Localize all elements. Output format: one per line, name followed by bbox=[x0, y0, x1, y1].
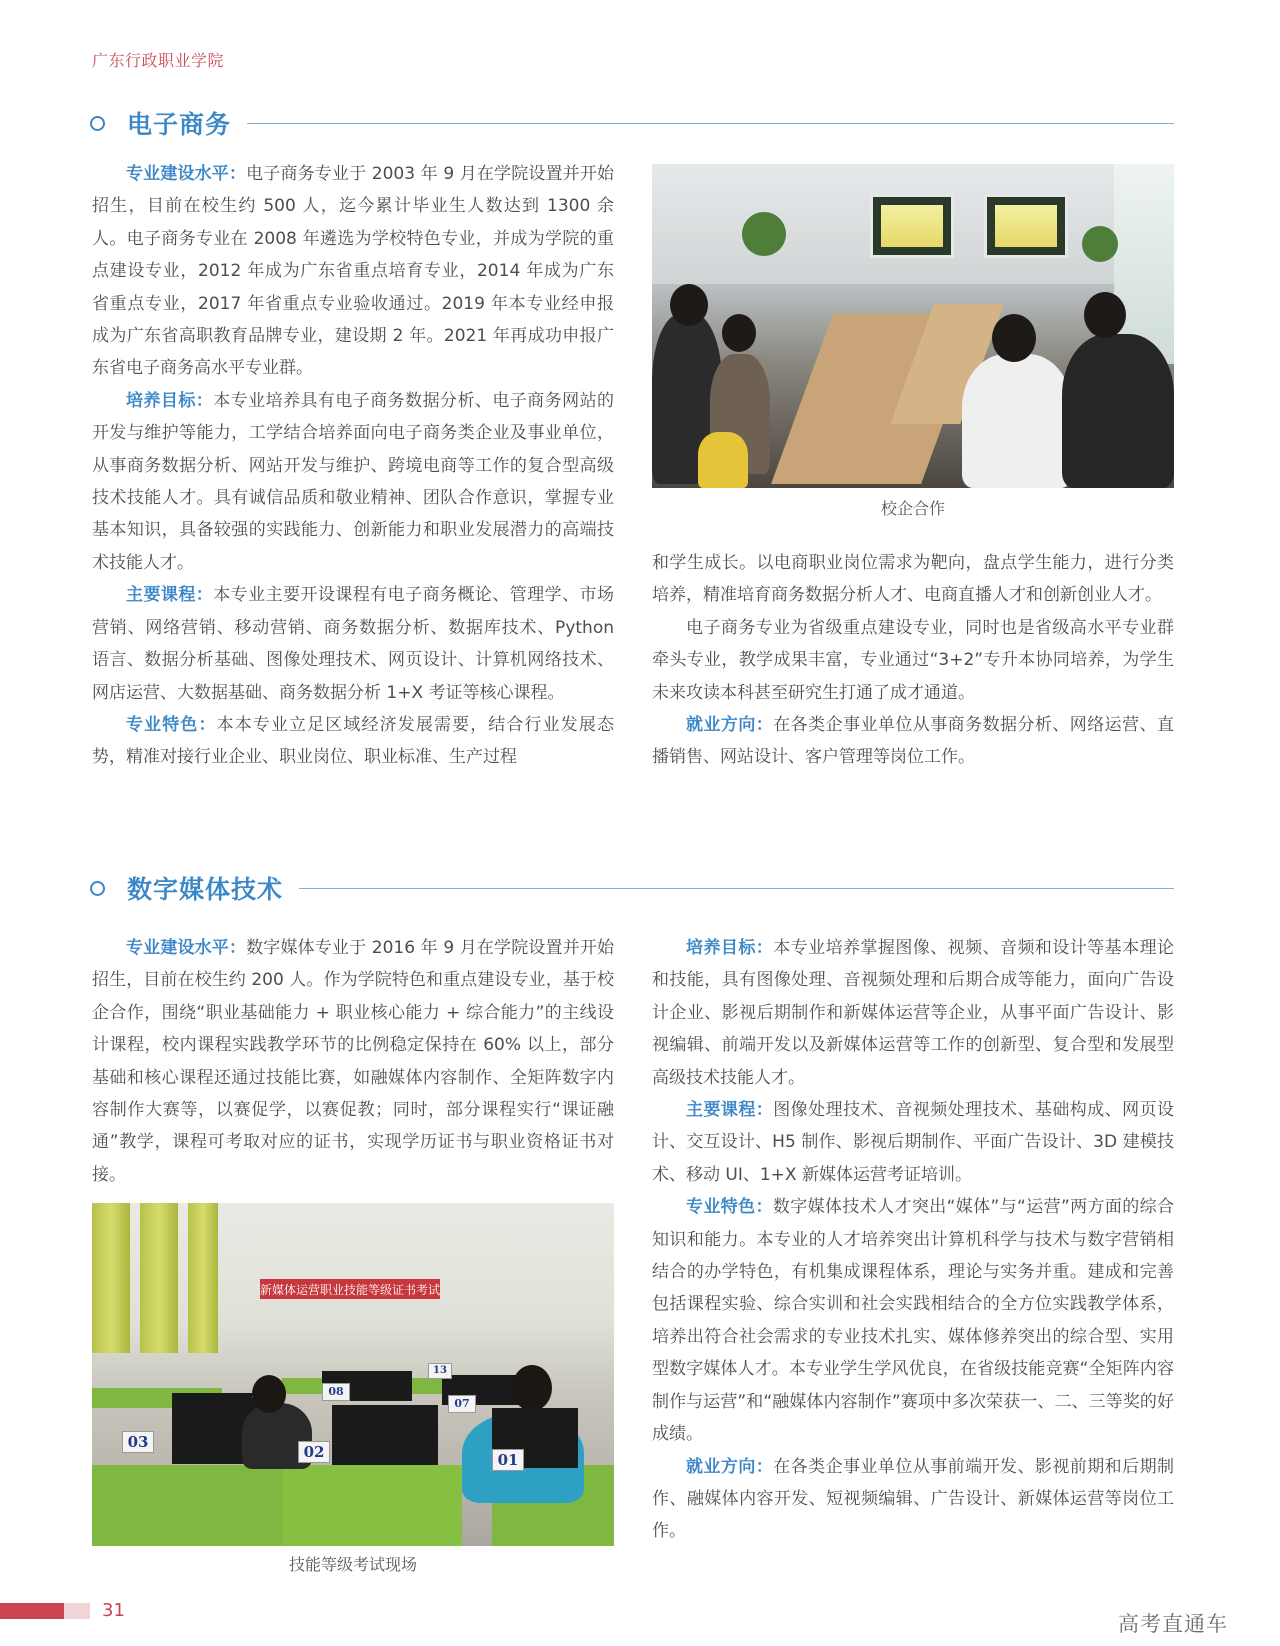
ecommerce-right-column bbox=[652, 547, 1174, 774]
circle-bullet-icon bbox=[90, 881, 105, 896]
paragraph bbox=[652, 547, 1174, 612]
photo-curtain bbox=[92, 1203, 130, 1353]
paragraph-text: 本本专业立足区域经济发展需要，结合行业发展态势，精准对接行业企业、职业岗位、职业标准、生产过程 bbox=[92, 714, 615, 768]
seat-number: 08 bbox=[322, 1383, 350, 1401]
photo-student-head bbox=[252, 1375, 286, 1413]
digital-media-left-column bbox=[92, 932, 614, 1191]
photo-student-head bbox=[670, 284, 708, 326]
digital-media-right-column bbox=[652, 932, 1174, 1548]
paragraph bbox=[92, 158, 614, 385]
paragraph-keyword: 就业方向： bbox=[686, 715, 774, 736]
photo-student bbox=[962, 354, 1072, 488]
heading-divider bbox=[299, 888, 1174, 889]
seat-number: 03 bbox=[122, 1431, 154, 1453]
paragraph bbox=[92, 932, 614, 1191]
photo-desk bbox=[92, 1465, 282, 1546]
exam-banner bbox=[260, 1279, 440, 1299]
paragraph-text: 电子商务专业于 2003 年 9 月在学院设置并开始招生，目前在校生约 500 人，迄今累计毕业生人数达到 1300 余人。电子商务专业在 2008 年遴选为学校特色专业，并成为学院的重点建设专业，2012 年成为广东省重点培育专业，2014 年成为广东省重点专业，2017 年省重点专业验收通过。2019 年本专业经申报成为广东省高职教育品牌专业，建设期 2 年。2021 年再成功申报广东省电子商务高水平专业群。 bbox=[92, 164, 615, 379]
paragraph-text: 图像处理技术、音视频处理技术、基础构成、网页设计、交互设计、H5 制作、影视后期制作、平面广告设计、3D 建模技术、移动 UI、1+X 新媒体运营考证培训。 bbox=[652, 1100, 1175, 1185]
photo-caption: 技能等级考试现场 bbox=[288, 1555, 417, 1574]
paragraph-keyword: 专业建设水平： bbox=[126, 164, 247, 184]
paragraph bbox=[92, 385, 614, 579]
skill-exam-photo bbox=[92, 1203, 614, 1546]
paragraph bbox=[652, 1191, 1174, 1450]
paragraph bbox=[92, 579, 614, 709]
paragraph-keyword: 专业特色： bbox=[686, 1197, 773, 1218]
paragraph bbox=[652, 709, 1174, 774]
page-number: 31 bbox=[102, 1600, 125, 1621]
ecommerce-left-column bbox=[92, 158, 614, 774]
photo-student-head bbox=[512, 1365, 552, 1411]
paragraph bbox=[652, 612, 1174, 709]
photo-plant bbox=[742, 212, 786, 256]
school-enterprise-photo bbox=[652, 164, 1174, 488]
projector-screen bbox=[984, 194, 1068, 258]
paragraph-keyword: 专业建设水平： bbox=[126, 938, 247, 958]
seat-number: 13 bbox=[428, 1363, 452, 1379]
photo-student bbox=[1062, 334, 1174, 488]
photo-student-head bbox=[992, 314, 1036, 362]
paragraph-text: 本专业培养掌握图像、视频、音频和设计等基本理论和技能，具有图像处理、音视频处理和后期合成等能力，面向广告设计企业、影视后期制作和新媒体运营等企业，从事平面广告设计、影视编辑、前端开发以及新媒体运营等工作的创新型、复合型和发展型高级技术技能人才。 bbox=[652, 938, 1175, 1088]
section-title: 数字媒体技术 bbox=[127, 875, 284, 904]
paragraph-keyword: 主要课程： bbox=[126, 585, 214, 606]
section-title: 电子商务 bbox=[127, 110, 232, 139]
paragraph-text: 数字媒体技术人才突出“媒体”与“运营”两方面的综合知识和能力。本专业的人才培养突出计算机科学与技术与数字营销相结合的办学特色，有机集成课程体系，理论与实务并重。建成和完善包括课程实验、综合实训和社会实践相结合的全方位实践教学体系，培养出符合社会需求的专业技术扎实、媒体修养突出的综合型、实用型数字媒体人才。本专业学生学风优良，在省级技能竞赛“全矩阵内容制作与运营”和“融媒体内容制作”赛项中多次荣获一、二、三等奖的好成绩。 bbox=[652, 1197, 1174, 1445]
paragraph-text: 电子商务专业为省级重点建设专业，同时也是省级高水平专业群牵头专业，教学成果丰富，专业通过“3+2”专升本协同培养，为学生未来攻读本科甚至研究生打通了成才通道。 bbox=[652, 617, 1174, 703]
footer-accent-bar-light bbox=[64, 1603, 90, 1619]
seat-number: 02 bbox=[298, 1441, 330, 1463]
paragraph-text: 在各类企事业单位从事前端开发、影视前期和后期制作、融媒体内容开发、短视频编辑、广告设计、新媒体运营等岗位工作。 bbox=[652, 1456, 1175, 1542]
photo-bag bbox=[698, 432, 748, 488]
photo-student-head bbox=[722, 314, 756, 352]
seat-number: 07 bbox=[448, 1395, 476, 1413]
circle-bullet-icon bbox=[90, 116, 105, 131]
paragraph-keyword: 培养目标： bbox=[686, 938, 774, 958]
paragraph-keyword: 主要课程： bbox=[686, 1100, 774, 1121]
footer-brand: 高考直通车 bbox=[1118, 1612, 1228, 1636]
paragraph-text: 数字媒体专业于 2016 年 9 月在学院设置并开始招生，目前在校生约 200 人。作为学院特色和重点建设专业，基于校企合作，围绕“职业基础能力 + 职业核心能力 + 综合能力”的主线设计课程，校内课程实践教学环节的比例稳定保持在 60% 以上，部分基础和核心课程还通过技能比赛，如融媒体内容制作、全矩阵数字内容制作大赛等，以赛促学，以赛促教；同时，部分课程实行“课证融通”教学，课程可考取对应的证书，实现学历证书与职业资格证书对接。 bbox=[92, 938, 615, 1185]
paragraph bbox=[652, 1451, 1174, 1548]
photo-monitor bbox=[332, 1405, 438, 1465]
paragraph-keyword: 培养目标： bbox=[126, 390, 214, 411]
photo-caption: 校企合作 bbox=[880, 499, 945, 518]
paragraph bbox=[652, 932, 1174, 1094]
paragraph-keyword: 就业方向： bbox=[686, 1456, 774, 1477]
paragraph-keyword: 专业特色： bbox=[126, 714, 217, 735]
paragraph-text: 在各类企事业单位从事商务数据分析、网络运营、直播销售、网站设计、客户管理等岗位工作。 bbox=[652, 715, 1175, 768]
photo-desk bbox=[282, 1465, 462, 1546]
publication-title: 广东行政职业学院 bbox=[92, 51, 225, 70]
heading-divider bbox=[247, 123, 1174, 124]
section-heading-ecommerce bbox=[90, 103, 1174, 143]
banner-text-graphic bbox=[260, 1279, 440, 1299]
paragraph bbox=[92, 709, 614, 774]
svg-text:新媒体运营职业技能等级证书考试: 新媒体运营职业技能等级证书考试 bbox=[260, 1283, 440, 1297]
projector-screen bbox=[870, 194, 954, 258]
paragraph-text: 和学生成长。以电商职业岗位需求为靶向，盘点学生能力，进行分类培养，精准培育商务数据分析人才、电商直播人才和创新创业人才。 bbox=[652, 553, 1174, 606]
paragraph-text: 本专业主要开设课程有电子商务概论、管理学、市场营销、网络营销、移动营销、商务数据分析、数据库技术、Python 语言、数据分析基础、图像处理技术、网页设计、计算机网络技术、网店运营、大数据基础、商务数据分析 1+X 考证等核心课程。 bbox=[92, 585, 615, 703]
photo-student-head bbox=[1084, 292, 1126, 338]
photo-plant bbox=[1082, 226, 1118, 262]
seat-number: 01 bbox=[492, 1449, 524, 1471]
paragraph bbox=[652, 1094, 1174, 1191]
section-heading-digital-media bbox=[90, 868, 1174, 908]
photo-curtain bbox=[188, 1203, 218, 1353]
photo-curtain bbox=[140, 1203, 178, 1353]
paragraph-text: 本专业培养具有电子商务数据分析、电子商务网站的开发与维护等能力，工学结合培养面向电子商务类企业及事业单位，从事商务数据分析、网站开发与维护、跨境电商等工作的复合型高级技术技能人才。具有诚信品质和敬业精神、团队合作意识，掌握专业基本知识，具备较强的实践能力、创新能力和职业发展潜力的高端技术技能人才。 bbox=[92, 390, 615, 573]
footer-accent-bar bbox=[0, 1603, 64, 1619]
